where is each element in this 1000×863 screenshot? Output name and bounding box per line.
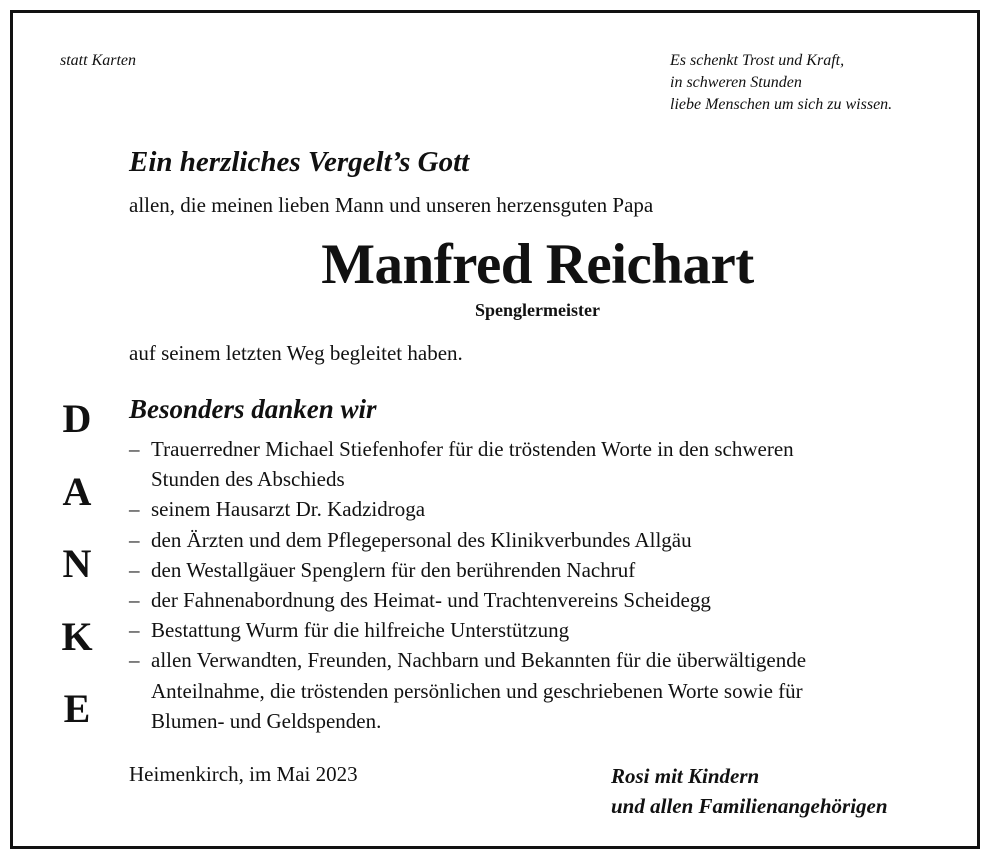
- list-item: [127, 585, 806, 615]
- list-dash: –: [129, 437, 140, 461]
- danke-letter: E: [63, 686, 91, 731]
- motto-line: liebe Menschen um sich zu wissen.: [670, 96, 893, 113]
- list-item: [127, 645, 806, 736]
- motto-line: Es schenkt Trost und Kraft,: [670, 52, 845, 69]
- list-item-line: Stunden des Abschieds: [151, 467, 345, 492]
- list-item: [127, 555, 806, 585]
- list-dash: –: [129, 497, 140, 522]
- list-item-line: seinem Hausarzt Dr. Kadzidroga: [151, 497, 426, 522]
- list-item-line: Blumen- und Geldspenden.: [151, 708, 382, 733]
- list-item-line: den Westallgäuer Spenglern für den berührenden Nachruf: [151, 557, 636, 582]
- place-date: Heimenkirch, im Mai 2023: [129, 762, 358, 786]
- list-item-line: allen Verwandten, Freunden, Nachbarn und Bekannten für die überwältigende: [151, 648, 807, 673]
- danke-letter: K: [61, 613, 93, 659]
- deceased-occupation: Spenglermeister: [475, 300, 600, 320]
- signoff-line: Rosi mit Kindern: [611, 764, 760, 788]
- list-item-line: der Fahnenabordnung des Heimat- und Trachtenvereins Scheidegg: [151, 588, 711, 613]
- list-item-line: Bestattung Wurm für die hilfreiche Unterstützung: [151, 618, 570, 643]
- list-item-line: den Ärzten und dem Pflegepersonal des Klinikverbundes Allgäu: [151, 527, 692, 552]
- statt-karten-note: statt Karten: [60, 52, 137, 69]
- thanks-list: [127, 434, 806, 736]
- list-item: [127, 494, 806, 524]
- list-dash: –: [129, 527, 140, 552]
- closing-line: auf seinem letzten Weg begleitet haben.: [129, 341, 463, 365]
- intro-line: allen, die meinen lieben Mann und unseren herzensguten Papa: [129, 193, 654, 217]
- list-item-line: Anteilnahme, die tröstenden persönlichen und geschriebenen Worte sowie für: [151, 678, 803, 703]
- motto: [670, 50, 892, 116]
- list-item: [127, 615, 806, 645]
- signoff-line: und allen Familienangehörigen: [611, 794, 888, 818]
- list-item-line: Trauerredner Michael Stiefenhofer für die tröstenden Worte in den schweren: [151, 437, 794, 461]
- list-dash: –: [129, 648, 140, 673]
- danke-letter: N: [62, 541, 92, 586]
- danke-letter: D: [62, 396, 92, 441]
- danke-vertical: [52, 394, 102, 757]
- signoff: [611, 761, 888, 821]
- intro-heading: Ein herzliches Vergelt’s Gott: [129, 146, 470, 178]
- danke-letter: A: [62, 468, 92, 514]
- list-dash: –: [129, 618, 140, 643]
- motto-line: in schweren Stunden: [670, 74, 802, 91]
- thanks-heading: Besonders danken wir: [129, 394, 377, 424]
- list-item: [127, 525, 806, 555]
- deceased-name: Manfred Reichart: [321, 233, 754, 296]
- list-dash: –: [129, 557, 140, 582]
- list-dash: –: [129, 588, 140, 613]
- list-item: [127, 434, 806, 494]
